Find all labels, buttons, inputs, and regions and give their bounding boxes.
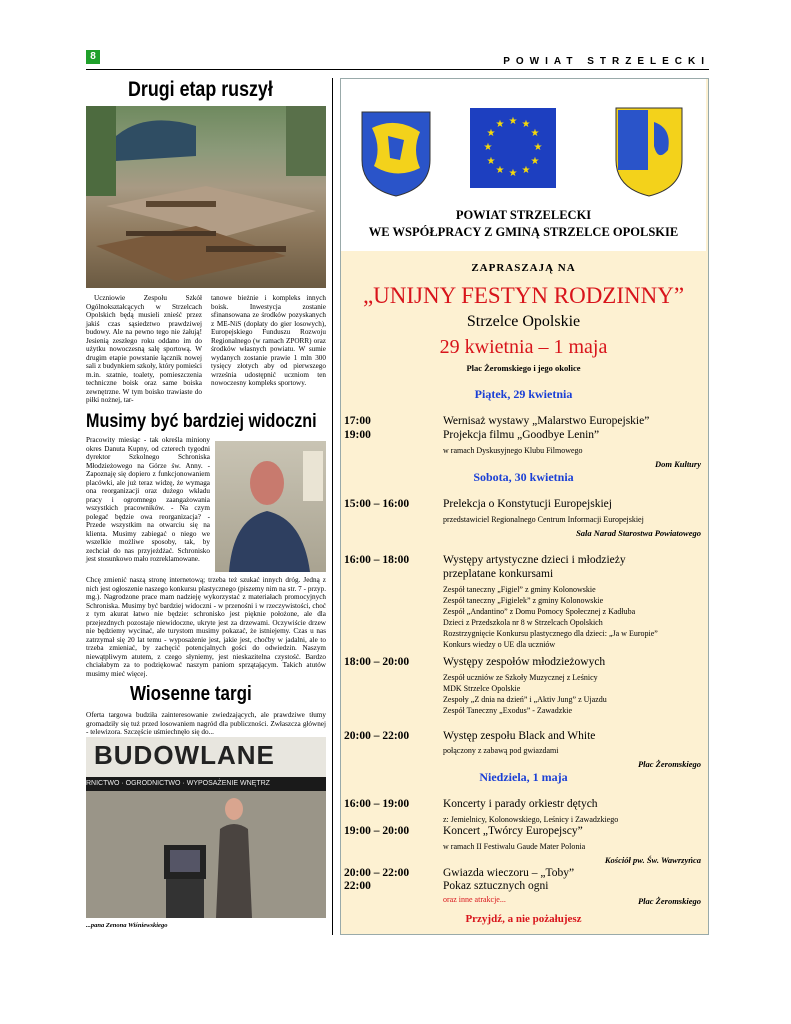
d2-m4: Zespół Taneczny „Exodus” - Zawadzkie xyxy=(443,706,573,715)
d1-time1: 17:00 xyxy=(344,415,371,427)
d3-venue1: Kościół pw. Św. Wawrzyńca xyxy=(604,855,701,865)
d2-line2: Zespół taneczny „Figielek” z gminy Kolonowskie xyxy=(443,596,604,605)
construction-photo-illustration xyxy=(86,106,326,288)
day2-heading: Sobota, 30 kwietnia xyxy=(473,470,574,484)
d2-m3: Zespoły „Z dnia na dzień” i „Aktiv Jung” z Ujazdu xyxy=(443,695,607,704)
d2-line1: Zespół taneczny „Figiel” z gminy Kolonowskie xyxy=(443,585,596,594)
poster-event-title: „UNIJNY FESTYN RODZINNY” xyxy=(362,283,685,308)
d2-time1: 15:00 – 16:00 xyxy=(344,498,410,510)
d2-line3: Zespół „Andantino” z Domu Pomocy Społecznej z Kadłuba xyxy=(443,607,636,616)
d3-time1: 16:00 – 19:00 xyxy=(344,798,410,810)
section-title: POWIAT STRZELECKI xyxy=(503,56,710,67)
d1-event1: Wernisaż wystawy „Malarstwo Europejskie” xyxy=(443,415,650,427)
d3-time2: 19:00 – 20:00 xyxy=(344,825,410,837)
powiat-crest-icon xyxy=(360,110,432,198)
d2-event3: Występy zespołów młodzieżowych xyxy=(443,656,606,668)
article1-headline: Drugi etap ruszył xyxy=(128,78,273,101)
d2-line5: Rozstrzygnięcie Konkursu plastycznego dla dzieci: „Ja w Europie” xyxy=(443,629,658,638)
svg-text:★: ★ xyxy=(495,165,505,176)
d3-event4: Pokaz sztucznych ogni xyxy=(443,880,549,892)
article3-headline: Wiosenne targi xyxy=(130,683,252,705)
article2-headline: Musimy być bardziej widoczni xyxy=(86,411,317,432)
d3-event2: Koncert „Twórcy Europejscy” xyxy=(443,825,583,837)
poster-place: Plac Żeromskiego i jego okolice xyxy=(466,363,581,373)
svg-text:★: ★ xyxy=(486,156,496,167)
svg-text:★: ★ xyxy=(508,168,518,179)
poster-footer: Przyjdź, a nie pożałujesz xyxy=(465,913,582,925)
d2-event2a: Występy artystyczne dzieci i młodzieży xyxy=(443,554,626,566)
svg-text:★: ★ xyxy=(508,116,518,127)
svg-text:★: ★ xyxy=(521,165,531,176)
article1-text-col1: Uczniowie Zespołu Szkół Ogólnokształcących w Strzelcach Opolskich będą musieli znieść przez jakiś czas sąsiedztwo prawdziwej budowy. Ale na pewno tego nie żałują! Jesienią zeszłego roku oddano im do użytku nowoczesną salę sportową. W drugim etapie powstanie łącznik nowej sali z budynkiem szkoły, który pomieści m.in. szatnie, toalety, pomieszczenia techniczne boisk oraz same boiska zewnętrzne. W tym boisko trawiaste do piłki nożnej, tar- xyxy=(86,294,202,404)
d3-event3: Gwiazda wieczoru – „Toby” xyxy=(443,867,575,879)
d2-event2b: przeplatane konkursami xyxy=(443,568,554,580)
column-rule xyxy=(332,78,333,935)
d3-venue2: Plac Żeromskiego xyxy=(637,896,701,906)
d2-note4: połączony z zabawą pod gwiazdami xyxy=(443,746,559,755)
svg-text:★: ★ xyxy=(521,119,531,130)
svg-text:★: ★ xyxy=(495,119,505,130)
d2-m2: MDK Strzelce Opolskie xyxy=(443,684,521,693)
d2-event4: Występ zespołu Black and White xyxy=(443,730,596,742)
poster-invite: ZAPRASZAJĄ NA xyxy=(471,262,576,274)
d1-note2: w ramach Dyskusyjnego Klubu Filmowego xyxy=(443,446,583,455)
d1-event2: Projekcja filmu „Goodbye Lenin” xyxy=(443,429,600,441)
d3-note1: z: Jemielnicy, Kolonowskiego, Leśnicy i Zawadzkiego xyxy=(443,815,619,824)
eu-flag-icon xyxy=(470,108,556,188)
page-number: 8 xyxy=(86,50,100,64)
d3-time3: 20:00 – 22:00 xyxy=(344,867,410,879)
d3-time4: 22:00 xyxy=(344,880,371,892)
portrait-photo xyxy=(215,441,326,572)
d1-venue: Dom Kultury xyxy=(654,459,701,469)
header-rule xyxy=(86,69,709,70)
fair-banner: BUDOWLANE xyxy=(94,740,275,770)
article2-text: Chcę zmienić naszą stronę internetową; trzeba też szukać innych dróg. Jedną z nich jest ogłoszenie naszego konkursu plastycznego (piszemy nim na str. 7 - przyp. mg.). Nagrodzone prace mam nadzieję wykorzystać z materiałach promocyjnych Schroniska. Musimy być bardziej widoczni - w przenośni i w rzeczywistości, choć z tym akurat łatwo nie będzie: schronisko jest pięknie położone, ale dla przejezdnych pozostaje niewidoczne, ukryte jest za drzewami. Oczywiście drzew nie będziemy wycinać, ale turystom musimy pokazać, że istniejemy. Czas u nas zatrzymał się 20 lat temu - wyposażenie jest, jakie jest, choćby w jadalni, ale to trzeba zmieniać, by zachęcić potencjalnych gości do odwiedzin. Naszym niewątpliwym atutem, z czego słyniemy, jest nieskazitelna czystość. Bardzo chciałabym za to podziękować naszym paniom sprzątającym. Takich atutów musimy mieć więcej. xyxy=(86,576,326,678)
d2-venue1: Sala Narad Starostwa Powiatowego xyxy=(576,528,701,538)
fair-photo-illustration xyxy=(86,737,326,918)
portrait-illustration xyxy=(215,441,326,572)
poster-org2: WE WSPÓŁPRACY Z GMINĄ STRZELCE OPOLSKIE xyxy=(368,225,679,239)
d2-venue2: Plac Żeromskiego xyxy=(637,759,701,769)
d2-m1: Zespół uczniów ze Szkoły Muzycznej z Leśnicy xyxy=(443,673,598,682)
d1-time2: 19:00 xyxy=(344,429,371,441)
day3-heading: Niedziela, 1 maja xyxy=(479,770,568,784)
svg-text:★: ★ xyxy=(483,142,493,153)
d2-time2: 16:00 – 18:00 xyxy=(344,554,410,566)
d2-line4: Dzieci z Przedszkola nr 8 w Strzelcach Opolskich xyxy=(443,618,603,627)
article1-text-col2: tanowe bieżnie i kompleks innych boisk. Inwestycja zostanie sfinansowana ze środków pozyskanych z ME-NiS (dopłaty do gier losowych), Europejskiego Funduszu Rozwoju Regionalnego (w ramach ZPORR) oraz środków własnych powiatu. W sumie wydanych zostanie prawie 1 mln 300 tysięcy złotych aby od pierwszego września udostępnić uczniom ten nowoczesny kompleks sportowy. xyxy=(211,294,326,387)
photo-caption: ...pana Zenona Wiśniewskiego xyxy=(86,922,168,929)
poster-city: Strzelce Opolskie xyxy=(466,313,581,330)
construction-site-photo xyxy=(86,106,326,288)
d2-note1: przedstawiciel Regionalnego Centrum Informacji Europejskiej xyxy=(443,515,644,524)
d3-event1: Koncerty i parady orkiestr dętych xyxy=(443,798,598,810)
svg-text:★: ★ xyxy=(533,142,543,153)
poster-dates: 29 kwietnia – 1 maja xyxy=(439,336,608,358)
d2-time4: 20:00 – 22:00 xyxy=(344,730,410,742)
d2-event1: Prelekcja o Konstytucji Europejskiej xyxy=(443,498,612,510)
d2-line6: Konkurs wiedzy o UE dla uczniów xyxy=(443,640,556,649)
fair-photo xyxy=(86,737,326,918)
fair-banner-subtitle: RNICTWO · OGRODNICTWO · WYPOSAŻENIE WNĘTRZ xyxy=(86,777,326,791)
poster-org1: POWIAT STRZELECKI xyxy=(455,208,592,222)
d3-note2: w ramach II Festiwalu Gaude Mater Polonia xyxy=(443,842,586,851)
svg-text:★: ★ xyxy=(486,128,496,139)
d2-time3: 18:00 – 20:00 xyxy=(344,656,410,668)
d3-note4: oraz inne atrakcje... xyxy=(443,895,506,904)
article3-lead: Oferta targowa budziła zainteresowanie zwiedzających, ale prawdziwe tłumy gromadziły się tuż przed losowaniem nagród dla publiczności. Zwłaszcza głównej - telewizora. Szczęście uśmiechnęło się do... xyxy=(86,711,326,736)
day1-heading: Piątek, 29 kwietnia xyxy=(474,387,573,401)
gmina-crest-icon xyxy=(614,106,684,198)
svg-text:★: ★ xyxy=(530,156,540,167)
article2-lead: Pracowity miesiąc - tak określa miniony okres Danuta Kupny, od czterech tygodni dyrektor Szkolnego Schroniska Młodzieżowego na Górze św. Anny. - Zapoznaję się dopiero z funkcjonowaniem placówki, ale już teraz widzę, że wymaga ona reorganizacji oraz dużego wkładu pracy i ogromnego zaangażowania wszystkich pracowników. - Na czym polegać będzie owa reorganizacja? - Przede wszystkim na otwarciu się na klienta. Musimy zabiegać o niego we wszelkie możliwe sposoby, tak, by zechciał do nas przyjeżdżać. Schronisko jest stosunkowo mało rozreklamowane. xyxy=(86,436,210,563)
svg-text:★: ★ xyxy=(530,128,540,139)
